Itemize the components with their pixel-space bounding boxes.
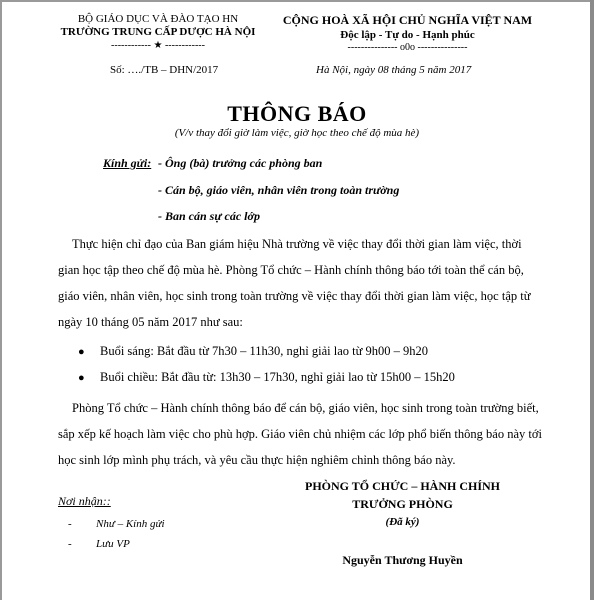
signer-position: TRƯỞNG PHÒNG: [352, 497, 453, 511]
body-paragraph-2-line: sắp xếp kế hoạch làm việc cho phù hợp. Giáo viên chủ nhiệm các lớp phổ biến thông báo này tới: [58, 427, 542, 441]
bullet-icon: ●: [78, 372, 85, 384]
left-header-rule: ------------ ★ ------------: [111, 40, 205, 51]
bullet-icon: ●: [78, 346, 85, 358]
document-title: THÔNG BÁO: [227, 101, 367, 126]
schedule-item-afternoon: Buổi chiều: Bắt đầu từ: 13h30 – 17h30, nghỉ giải lao từ 15h00 – 15h20: [100, 370, 455, 384]
body-paragraph-1-line: Thực hiện chỉ đạo của Ban giám hiệu Nhà trường về việc thay đổi thời gian làm việc, thời: [72, 237, 522, 251]
body-paragraph-2-line: Phòng Tổ chức – Hành chính thông báo để cán bộ, giáo viên, học sinh trong toàn trường biết,: [72, 401, 539, 415]
page-left-border: [0, 0, 2, 600]
ministry-name: BỘ GIÁO DỤC VÀ ĐÀO TẠO HN: [77, 13, 239, 25]
recipient-item: - Ban cán sự các lớp: [158, 209, 260, 223]
recipient-item: - Ông (bà) trưởng các phòng ban: [158, 156, 323, 170]
signer-name: Nguyễn Thương Huyền: [342, 553, 463, 567]
body-paragraph-2-line: học sinh lớp mình phụ trách, và yêu cầu thực hiện nghiêm chỉnh thông báo này.: [58, 453, 456, 467]
body-paragraph-1-line: gian học tập theo chế độ mùa hè. Phòng Tổ chức – Hành chính thông báo tới toàn thể cán bộ,: [58, 263, 524, 277]
page-top-border: [0, 0, 594, 2]
place-date: Hà Nội, ngày 08 tháng 5 năm 2017: [316, 64, 472, 76]
body-paragraph-1-line: giáo viên, nhân viên, học sinh trong toàn trường về việc thay đổi thời gian làm việc, học tập từ: [58, 289, 531, 303]
signed-note: (Đã ký): [385, 516, 420, 528]
footer-recipient-item: Như – Kính gửi: [96, 518, 165, 530]
schedule-item-morning: Buổi sáng: Bắt đầu từ 7h30 – 11h30, nghỉ giải lao từ 9h00 – 9h20: [100, 344, 428, 358]
footer-recipients-label: Nơi nhận::: [58, 494, 111, 508]
recipient-item: - Cán bộ, giáo viên, nhân viên trong toàn trường: [158, 183, 400, 197]
dash-icon: -: [68, 518, 72, 530]
recipients-label: Kính gửi:: [103, 156, 152, 170]
document-subtitle: (V/v thay đổi giờ làm việc, giờ học theo chế độ mùa hè): [174, 127, 420, 139]
body-paragraph-1-line: ngày 10 tháng 05 năm 2017 như sau:: [58, 315, 243, 329]
right-header-rule: --------------- o0o ---------------: [347, 42, 468, 53]
national-motto: Độc lập - Tự do - Hạnh phúc: [340, 29, 475, 41]
school-name: TRƯỜNG TRUNG CẤP DƯỢC HÀ NỘI: [60, 26, 256, 38]
national-title: CỘNG HOÀ XÃ HỘI CHỦ NGHĨA VIỆT NAM: [282, 13, 533, 27]
document-number: Số: …./TB – DHN/2017: [110, 64, 219, 76]
window-right-border: [590, 0, 594, 600]
dash-icon: -: [68, 538, 72, 550]
signing-department: PHÒNG TỔ CHỨC – HÀNH CHÍNH: [304, 479, 500, 493]
footer-recipient-item: Lưu VP: [96, 538, 130, 550]
